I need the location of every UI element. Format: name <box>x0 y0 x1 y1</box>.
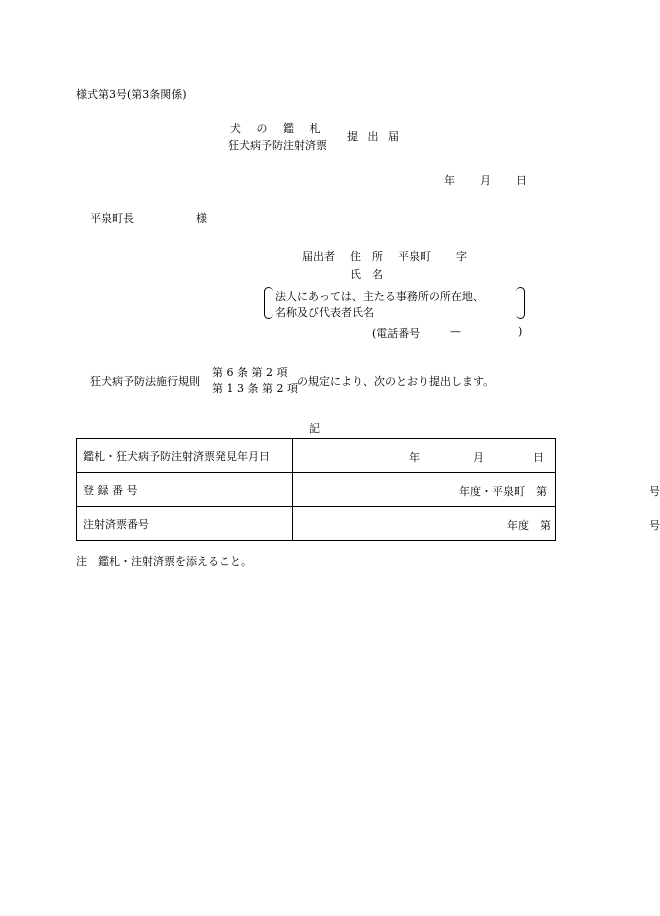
date-day: 日 <box>516 174 527 187</box>
left-brace <box>264 287 273 319</box>
address-value: 平泉町 <box>398 250 431 263</box>
addressee-honorific: 様 <box>196 212 207 225</box>
certificate-go: 号 <box>649 519 660 532</box>
phone-label: (電話番号 <box>372 327 421 340</box>
right-brace <box>516 287 525 319</box>
ki-heading: 記 <box>309 422 320 435</box>
article-2: 第 1 3 条 第 2 項 <box>212 382 298 395</box>
phone-dash: — <box>450 325 461 338</box>
certificate-year: 年度 第 <box>507 519 551 532</box>
date-year: 年 <box>444 174 455 187</box>
found-date-cell <box>293 439 556 473</box>
address-label: 住 所 <box>350 250 383 263</box>
registration-year-town: 年度・平泉町 第 <box>459 485 547 498</box>
registration-number-cell <box>293 473 660 507</box>
found-year: 年 <box>409 451 420 464</box>
certificate-number-label: 注射済票番号 <box>77 507 293 541</box>
corp-note-line-1: 法人にあっては、主たる事務所の所在地、 <box>275 290 484 303</box>
applicant-label: 届出者 <box>302 250 335 263</box>
name-label: 氏 名 <box>350 268 383 281</box>
addressee-name: 平泉町長 <box>90 212 134 225</box>
title-line-2: 狂犬病予防注射済票 <box>228 139 327 152</box>
title-line-1: 犬 の 鑑 札 <box>230 122 321 135</box>
phone-close: ) <box>518 325 523 338</box>
rule-name: 狂犬病予防法施行規則 <box>90 375 200 388</box>
table-row <box>77 507 556 541</box>
body-rest: の規定により、次のとおり提出します。 <box>297 375 495 388</box>
table-row <box>77 439 556 473</box>
article-1: 第 6 条 第 2 項 <box>212 366 288 379</box>
title-suffix: 提 出 届 <box>347 130 399 143</box>
found-day: 日 <box>533 451 544 464</box>
table-row <box>77 473 556 507</box>
registration-go: 号 <box>649 485 660 498</box>
corp-note-line-2: 名称及び代表者氏名 <box>275 306 374 319</box>
certificate-number-cell <box>293 507 660 541</box>
found-month: 月 <box>473 451 484 464</box>
date-month: 月 <box>480 174 491 187</box>
aza-label: 字 <box>456 250 467 263</box>
found-date-label: 鑑札・狂犬病予防注射済票発見年月日 <box>77 439 293 473</box>
footnote: 注 鑑札・注射済票を添えること。 <box>76 555 252 568</box>
registration-number-label: 登 録 番 号 <box>77 473 293 507</box>
form-number: 様式第3号(第3条関係) <box>76 88 187 101</box>
entry-table <box>76 438 660 541</box>
